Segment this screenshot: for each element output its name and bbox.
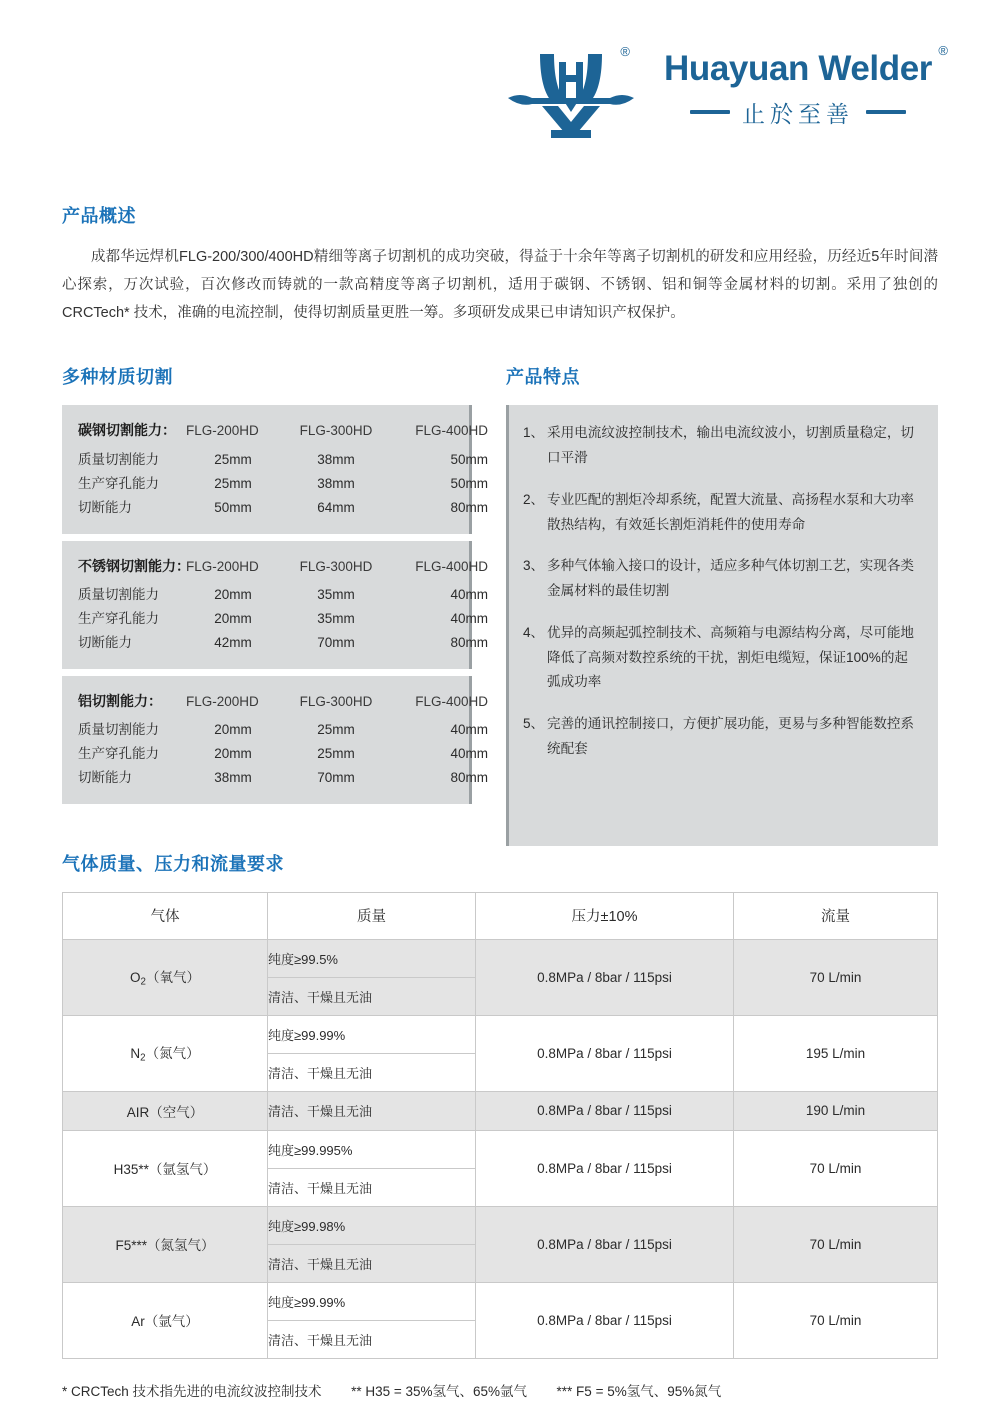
column-header-pressure: 压力±10% <box>476 892 734 939</box>
feature-item <box>523 621 916 695</box>
capability-row-label: 切断能力 <box>78 634 132 650</box>
feature-number: 4、 <box>523 624 545 640</box>
capability-value: 80mm <box>450 769 488 785</box>
cell-quality-condition: 清洁、干燥且无油 <box>268 1320 476 1358</box>
capability-value: 50mm <box>450 475 488 491</box>
capability-material-label: 碳钢切割能力： <box>78 422 176 439</box>
footnote-crctech: * CRCTech 技术指先进的电流纹波控制技术 <box>62 1383 322 1399</box>
model-label-300: FLG-300HD <box>299 558 373 574</box>
capability-value: 64mm <box>317 499 355 515</box>
tagline-dash-left-icon <box>690 110 730 114</box>
capability-value: 20mm <box>214 610 252 626</box>
capability-value: 40mm <box>450 610 488 626</box>
capability-value: 70mm <box>317 769 355 785</box>
gas-symbol: H35** <box>113 1162 149 1178</box>
gas-subscript: 2 <box>140 977 146 989</box>
feature-number: 5、 <box>523 716 545 732</box>
capability-value: 40mm <box>450 721 488 737</box>
capability-value: 25mm <box>214 451 252 467</box>
cell-pressure: 0.8MPa / 8bar / 115psi <box>476 1091 734 1130</box>
cell-pressure: 0.8MPa / 8bar / 115psi <box>476 1206 734 1282</box>
tagline-dash-right-icon <box>866 110 906 114</box>
capability-header-row <box>78 554 488 579</box>
capability-row-label: 质量切割能力 <box>78 721 159 737</box>
capability-row <box>78 607 488 631</box>
cell-pressure: 0.8MPa / 8bar / 115psi <box>476 1130 734 1206</box>
cell-flow: 195 L/min <box>734 1015 938 1091</box>
gas-chinese-name: （氧气） <box>145 970 200 986</box>
capability-row-label: 质量切割能力 <box>78 586 159 602</box>
capability-row-label: 切断能力 <box>78 769 132 785</box>
capability-value: 35mm <box>317 610 355 626</box>
gas-symbol: Ar <box>131 1314 145 1330</box>
gas-symbol: N <box>130 1046 141 1062</box>
gas-table-title: 气体质量、压力和流量要求 <box>62 853 284 874</box>
cell-quality-condition: 清洁、干燥且无油 <box>268 1244 476 1282</box>
cell-gas-name <box>63 1015 268 1091</box>
cell-gas-name <box>63 939 268 1015</box>
page-body <box>0 202 1000 1404</box>
footnote <box>62 1381 938 1404</box>
capability-value: 80mm <box>450 499 488 515</box>
product-overview-section <box>62 202 938 327</box>
cell-gas-name <box>63 1091 268 1130</box>
capability-panel-aluminium <box>62 676 488 804</box>
gas-chinese-name: （空气） <box>149 1104 204 1120</box>
features-title: 产品特点 <box>506 367 580 388</box>
table-row <box>63 1130 938 1168</box>
cell-quality-condition: 清洁、干燥且无油 <box>268 1053 476 1091</box>
column-header-gas: 气体 <box>63 892 268 939</box>
capability-row-label: 生产穿孔能力 <box>78 610 159 626</box>
capability-value: 20mm <box>214 721 252 737</box>
capability-value: 40mm <box>450 745 488 761</box>
capability-row <box>78 631 488 655</box>
capability-value: 50mm <box>214 499 252 515</box>
footnote-h35: ** H35 = 35%氢气、65%氩气 <box>351 1383 528 1399</box>
gas-chinese-name: （氮气） <box>145 1046 200 1062</box>
model-label-300: FLG-300HD <box>299 693 373 709</box>
capability-row <box>78 472 488 496</box>
cell-quality-purity: 纯度≥99.99% <box>268 1015 476 1053</box>
table-row <box>63 1015 938 1053</box>
capability-row-label: 生产穿孔能力 <box>78 475 159 491</box>
materials-and-features-row <box>62 363 938 803</box>
overview-body-text: 成都华远焊机FLG-200/300/400HD精细等离子切割机的成功突破，得益于十余年等离子切割机的研发和应用经验，历经近5年时间潜心探索，万次试验，百次修改而铸就的一款高精度等离子切割机，适用于碳钢、不锈钢、铝和铜等金属材料的切割。采用了独创的 CRCTech* 技术，准确的电流控制，使得切割质量更胜一筹。多项研发成果已申请知识产权保护。 <box>62 249 938 321</box>
capability-value: 25mm <box>214 475 252 491</box>
capability-panel-carbon-steel <box>62 405 488 533</box>
feature-number: 1、 <box>523 425 545 441</box>
cell-pressure: 0.8MPa / 8bar / 115psi <box>476 939 734 1015</box>
cell-quality-purity: 纯度≥99.99% <box>268 1282 476 1320</box>
gas-symbol: F5*** <box>115 1238 147 1254</box>
capability-value: 80mm <box>450 634 488 650</box>
capability-value: 20mm <box>214 745 252 761</box>
capability-panel-stainless-steel <box>62 541 488 669</box>
registered-trademark-wordmark-icon: ® <box>938 43 948 59</box>
brand-wordmark: Huayuan Welder <box>664 49 932 89</box>
registered-trademark-icon: ® <box>620 44 630 59</box>
gas-symbol: O <box>130 970 141 986</box>
gas-requirements-table <box>62 892 938 1359</box>
page-header <box>0 0 1000 180</box>
feature-item <box>523 712 916 761</box>
capability-value: 20mm <box>214 586 252 602</box>
overview-title: 产品概述 <box>62 206 136 226</box>
cell-gas-name <box>63 1130 268 1206</box>
capability-row <box>78 448 488 472</box>
capability-value: 70mm <box>317 634 355 650</box>
capability-row-label: 质量切割能力 <box>78 451 159 467</box>
gas-subscript: 2 <box>140 1053 146 1065</box>
table-header-row <box>63 892 938 939</box>
gas-chinese-name: （氮氢气） <box>147 1238 215 1254</box>
capability-value: 35mm <box>317 586 355 602</box>
huayuan-hy-monogram-icon <box>496 40 646 140</box>
cell-flow: 70 L/min <box>734 1206 938 1282</box>
column-header-flow: 流量 <box>734 892 938 939</box>
cell-quality-condition: 清洁、干燥且无油 <box>268 1091 476 1130</box>
capability-row <box>78 766 488 790</box>
capability-row <box>78 583 488 607</box>
cell-quality-purity: 纯度≥99.995% <box>268 1130 476 1168</box>
brand-tagline <box>664 96 932 129</box>
gas-symbol: AIR <box>126 1104 150 1120</box>
cell-pressure: 0.8MPa / 8bar / 115psi <box>476 1282 734 1358</box>
capability-value: 38mm <box>317 475 355 491</box>
feature-text: 完善的通讯控制接口，方便扩展功能，更易与多种智能数控系统配套 <box>547 716 915 756</box>
materials-column <box>62 363 488 803</box>
capability-value: 25mm <box>317 721 355 737</box>
cell-quality-purity: 纯度≥99.5% <box>268 939 476 977</box>
cell-quality-condition: 清洁、干燥且无油 <box>268 1168 476 1206</box>
model-label-200: FLG-200HD <box>186 558 259 574</box>
table-row <box>63 1091 938 1130</box>
gas-chinese-name: （氩氢气） <box>148 1162 217 1178</box>
features-column <box>506 363 938 803</box>
cell-flow: 190 L/min <box>734 1091 938 1130</box>
brand-logo <box>496 40 948 140</box>
capability-row-label: 生产穿孔能力 <box>78 745 159 761</box>
capability-row <box>78 742 488 766</box>
model-label-400: FLG-400HD <box>415 558 488 574</box>
model-label-400: FLG-400HD <box>415 423 488 439</box>
cell-flow: 70 L/min <box>734 939 938 1015</box>
model-label-400: FLG-400HD <box>415 693 488 709</box>
tagline-text: 止於至善 <box>742 101 854 128</box>
table-row <box>63 1206 938 1244</box>
capability-row <box>78 496 488 520</box>
footnote-f5: *** F5 = 5%氢气、95%氮气 <box>556 1383 722 1399</box>
feature-number: 3、 <box>523 558 545 574</box>
cell-quality-condition: 清洁、干燥且无油 <box>268 977 476 1015</box>
cell-gas-name <box>63 1206 268 1282</box>
capability-row <box>78 718 488 742</box>
capability-value: 50mm <box>450 451 488 467</box>
feature-text: 专业匹配的割炬冷却系统，配置大流量、高扬程水泵和大功率散热结构，有效延长割炬消耗件的使用寿命 <box>547 491 915 532</box>
column-header-quality: 质量 <box>268 892 476 939</box>
cell-flow: 70 L/min <box>734 1282 938 1358</box>
feature-number: 2、 <box>523 491 545 507</box>
feature-text: 多种气体输入接口的设计，适应多种气体切割工艺，实现各类金属材料的最佳切割 <box>547 558 915 599</box>
feature-item <box>523 421 916 470</box>
cell-quality-purity: 纯度≥99.98% <box>268 1206 476 1244</box>
capability-material-label: 铝切割能力： <box>78 692 162 709</box>
capability-header-row <box>78 418 488 443</box>
model-label-200: FLG-200HD <box>186 693 259 709</box>
feature-item <box>523 554 916 603</box>
capability-value: 40mm <box>450 586 488 602</box>
logo-text-block <box>664 43 948 129</box>
materials-title: 多种材质切割 <box>62 367 173 388</box>
capability-value: 38mm <box>214 769 252 785</box>
features-panel <box>506 405 938 845</box>
cell-flow: 70 L/min <box>734 1130 938 1206</box>
capability-value: 42mm <box>214 634 252 650</box>
capability-row-label: 切断能力 <box>78 499 132 515</box>
feature-item <box>523 488 916 537</box>
model-label-200: FLG-200HD <box>186 423 259 439</box>
feature-text: 采用电流纹波控制技术，输出电流纹波小，切割质量稳定，切口平滑 <box>547 425 915 466</box>
cell-gas-name <box>63 1282 268 1358</box>
model-label-300: FLG-300HD <box>299 423 373 439</box>
feature-text: 优异的高频起弧控制技术、高频箱与电源结构分离，尽可能地降低了高频对数控系统的干扰，割炬电缆短，保证100%的起弧成功率 <box>547 624 915 690</box>
capability-header-row <box>78 689 488 714</box>
capability-value: 25mm <box>317 745 355 761</box>
table-row <box>63 939 938 977</box>
cell-pressure: 0.8MPa / 8bar / 115psi <box>476 1015 734 1091</box>
table-row <box>63 1282 938 1320</box>
gas-requirements-section <box>62 850 938 1404</box>
capability-value: 38mm <box>317 451 355 467</box>
capability-material-label: 不锈钢切割能力： <box>78 557 190 574</box>
gas-chinese-name: （氩气） <box>144 1314 199 1330</box>
